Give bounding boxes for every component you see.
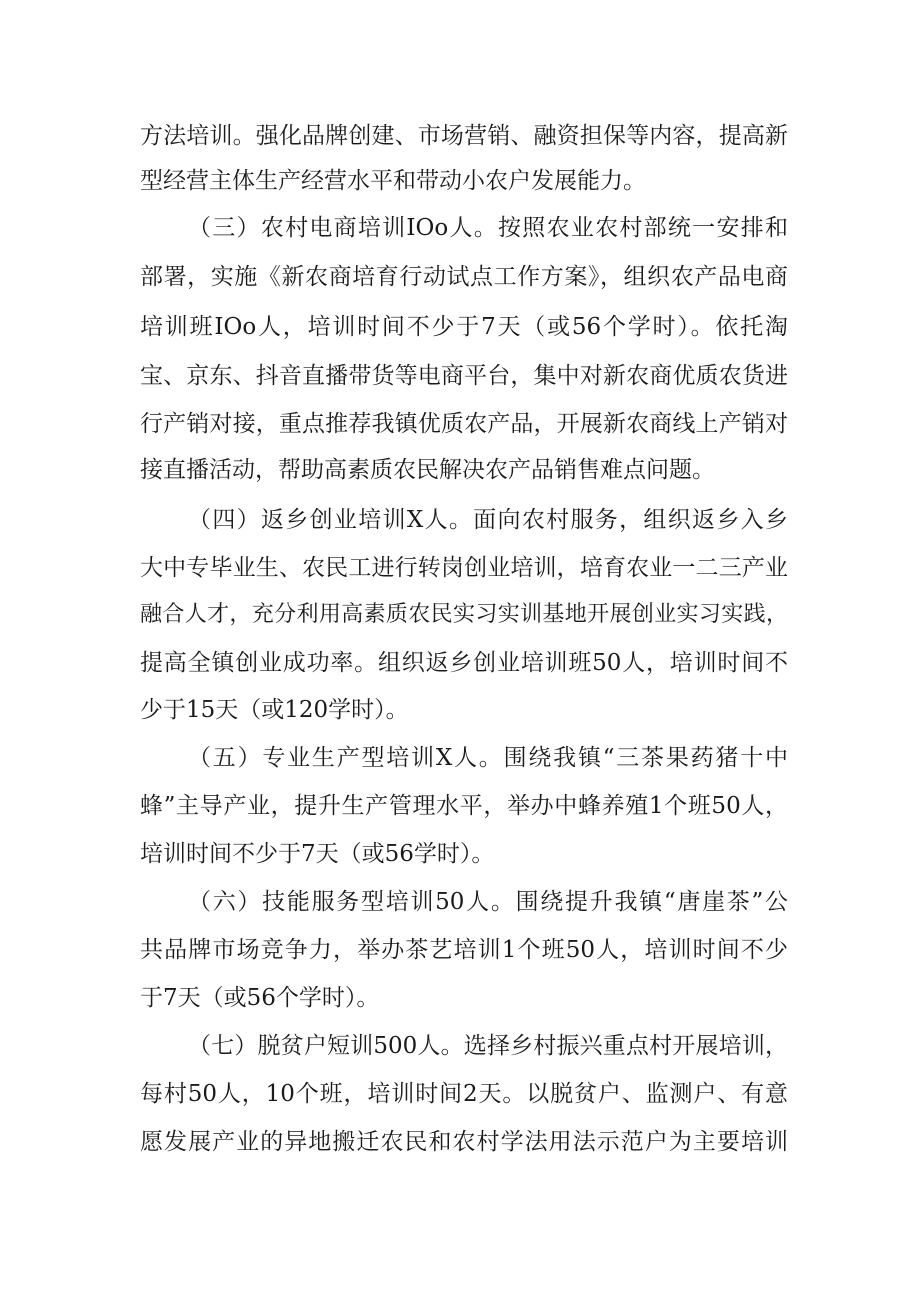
text-line: 共品牌市场竞争力，举办茶艺培训1个班50人，培训时间不少 <box>140 937 788 963</box>
text-line: 方法培训。强化品牌创建、市场营销、融资担保等内容，提高新 <box>140 123 788 149</box>
text-line: 愿发展产业的异地搬迁农民和农村学法用法示范户为主要培训 <box>140 1129 788 1155</box>
text-line: 提高全镇创业成功率。组织返乡创业培训班50人，培训时间不 <box>140 650 788 676</box>
text-line: 蜂”主导产业，提升生产管理水平，举办中蜂养殖1个班50人， <box>140 793 788 819</box>
paragraph-heading-line: （七）脱贫户短训500人。选择乡村振兴重点村开展培训， <box>188 1033 788 1059</box>
text-line: 少于15天（或120学时）。 <box>140 697 409 723</box>
text-line: 行产销对接，重点推荐我镇优质农产品，开展新农商线上产销对 <box>140 411 788 437</box>
text-line: 部署，实施《新农商培育行动试点工作方案》，组织农产品电商 <box>140 264 788 290</box>
paragraph-heading-line: （三）农村电商培训IOo人。按照农业农村部统一安排和 <box>188 215 788 241</box>
paragraph-heading-line: （六）技能服务型培训50人。围绕提升我镇“唐崖茶”公 <box>188 889 788 915</box>
text-line: 大中专毕业生、农民工进行转岗创业培训，培育农业一二三产业 <box>140 555 788 581</box>
text-line: 型经营主体生产经营水平和带动小农户发展能力。 <box>140 168 646 194</box>
text-line: 每村50人，10个班，培训时间2天。以脱贫户、监测户、有意 <box>140 1081 788 1107</box>
text-line: 培训时间不少于7天（或56学时）。 <box>140 841 495 867</box>
paragraph-heading-line: （四）返乡创业培训X人。面向农村服务，组织返乡入乡 <box>188 507 788 533</box>
text-line: 融合人才，充分利用高素质农民实习实训基地开展创业实习实践， <box>140 602 788 627</box>
text-line: 接直播活动，帮助高素质农民解决农产品销售难点问题。 <box>140 457 715 483</box>
text-line: 宝、京东、抖音直播带货等电商平台，集中对新农商优质农货进 <box>140 363 788 389</box>
text-line: 于7天（或56个学时）。 <box>140 985 380 1011</box>
paragraph-heading-line: （五）专业生产型培训X人。围绕我镇“三茶果药猪十中 <box>188 745 788 771</box>
text-line: 培训班IOo人，培训时间不少于7天（或56个学时）。依托淘 <box>140 314 788 340</box>
